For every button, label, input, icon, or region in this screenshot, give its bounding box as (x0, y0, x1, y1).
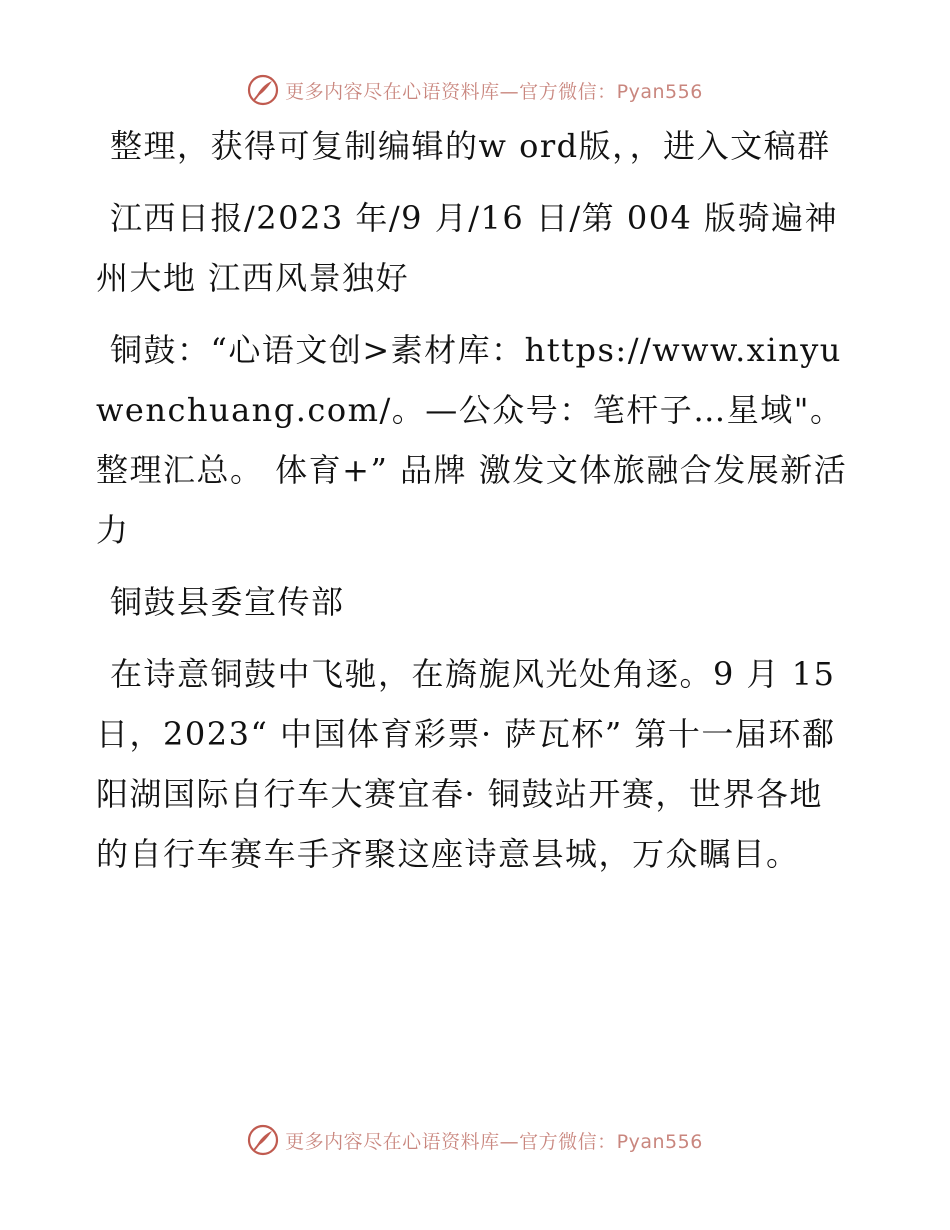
paragraph-lead: 在诗意铜鼓中飞驰，在旖旎风光处角逐。9 月 15 日，2023“ 中国体育彩票· 萨瓦杯” 第十一届环鄱阳湖国际自行车大赛宜春· 铜鼓站开赛，世界各地的自行车赛车手齐聚这座诗意县城，万众瞩目。 (96, 655, 836, 873)
watermark-text: 更多内容尽在心语资料库—官方微信：Pyan556 (285, 80, 703, 103)
paragraph-author: 铜鼓县委宣传部 (110, 583, 345, 621)
paragraph-intro: 整理，获得可复制编辑的w ord版，，进入文稿群 (110, 127, 831, 165)
quill-logo-icon (247, 1124, 279, 1156)
paragraph-headline: 铜鼓：“心语文创>素材库：https://www.xinyuwenchuang.com/。—公众号：笔杆子…星域"。整理汇总。 体育+” 品牌 激发文体旅融合发展新活力 (96, 331, 848, 549)
document-body (96, 116, 856, 896)
header-watermark (0, 70, 950, 110)
watermark-text: 更多内容尽在心语资料库—官方微信：Pyan556 (285, 1130, 703, 1153)
quill-logo-icon (247, 74, 279, 106)
paragraph-source: 江西日报/2023 年/9 月/16 日/第 004 版骑遍神州大地 江西风景独好 (96, 199, 839, 297)
footer-watermark (0, 1120, 950, 1160)
